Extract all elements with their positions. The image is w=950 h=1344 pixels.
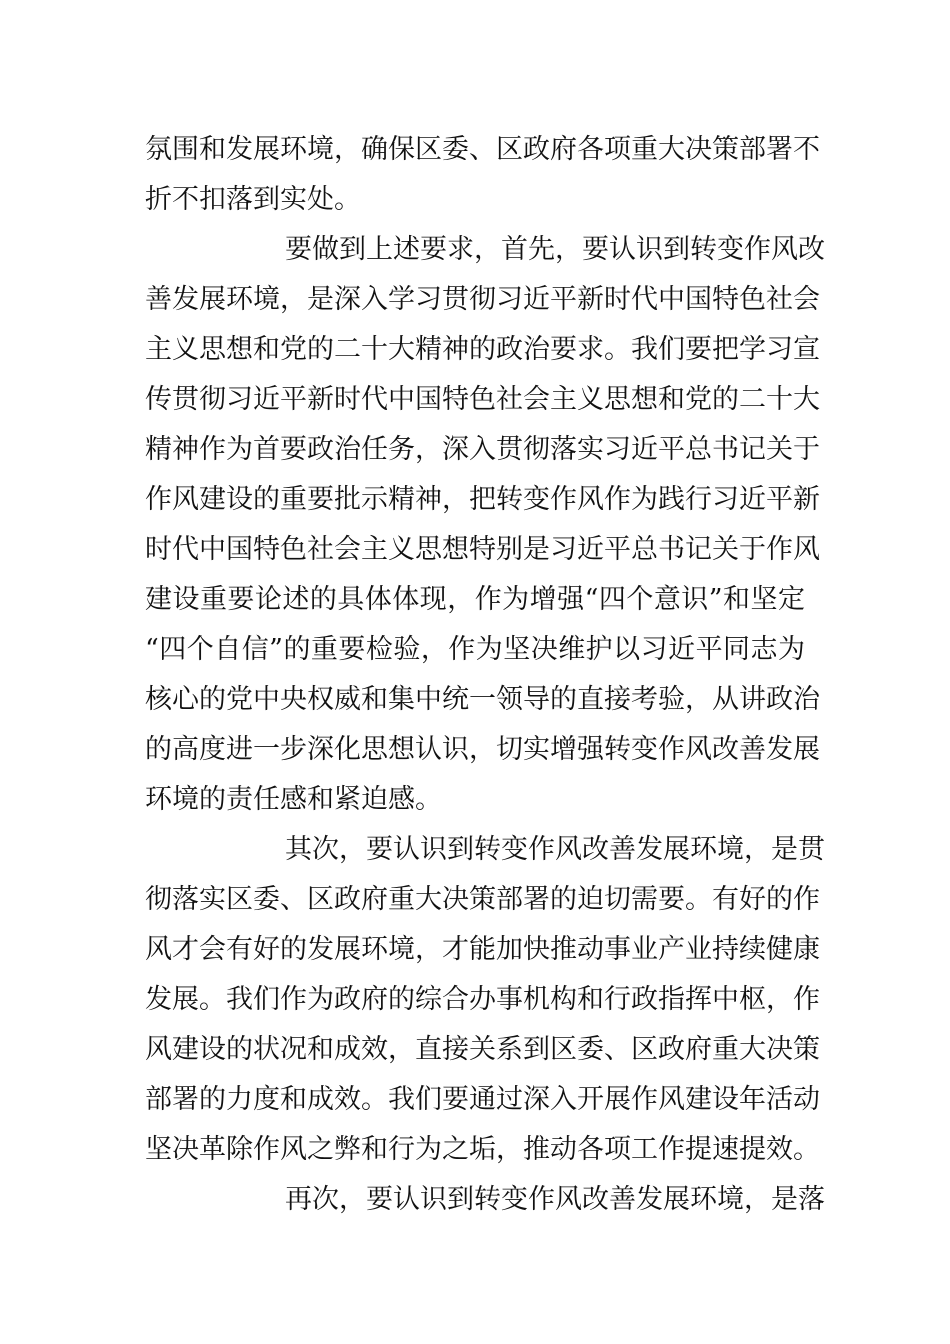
text-line: 风建设的状况和成效，直接关系到区委、区政府重大决策	[145, 1034, 820, 1065]
text-line: 精神作为首要政治任务，深入贯彻落实习近平总书记关于	[145, 434, 820, 465]
text-line: 折不扣落到实处。	[145, 184, 361, 215]
text-line: 环境的责任感和紧迫感。	[145, 784, 442, 815]
paragraph-start-line: 要做到上述要求，首先，要认识到转变作风改	[285, 234, 825, 265]
text-line: 时代中国特色社会主义思想特别是习近平总书记关于作风	[145, 534, 820, 565]
text-line: 的高度进一步深化思想认识，切实增强转变作风改善发展	[145, 734, 820, 765]
text-line: 彻落实区委、区政府重大决策部署的迫切需要。有好的作	[145, 884, 820, 915]
text-line: 坚决革除作风之弊和行为之垢，推动各项工作提速提效。	[145, 1134, 820, 1165]
text-line: 部署的力度和成效。我们要通过深入开展作风建设年活动	[145, 1084, 820, 1115]
text-line: 传贯彻习近平新时代中国特色社会主义思想和党的二十大	[145, 384, 820, 415]
text-line: 核心的党中央权威和集中统一领导的直接考验，从讲政治	[145, 684, 820, 715]
paragraph-start-line: 再次，要认识到转变作风改善发展环境，是落	[285, 1184, 825, 1215]
text-line: 主义思想和党的二十大精神的政治要求。我们要把学习宣	[145, 334, 820, 365]
paragraph-start-line: 其次，要认识到转变作风改善发展环境，是贯	[285, 834, 825, 865]
text-line: 风才会有好的发展环境，才能加快推动事业产业持续健康	[145, 934, 820, 965]
text-line: 氛围和发展环境，确保区委、区政府各项重大决策部署不	[145, 134, 820, 165]
text-line: 作风建设的重要批示精神，把转变作风作为践行习近平新	[145, 484, 820, 515]
text-line: 建设重要论述的具体体现，作为增强“四个意识”和坚定	[145, 584, 805, 615]
text-line: 善发展环境，是深入学习贯彻习近平新时代中国特色社会	[145, 284, 820, 315]
text-line: 发展。我们作为政府的综合办事机构和行政指挥中枢，作	[145, 984, 820, 1015]
text-line: “四个自信”的重要检验，作为坚决维护以习近平同志为	[145, 634, 805, 665]
